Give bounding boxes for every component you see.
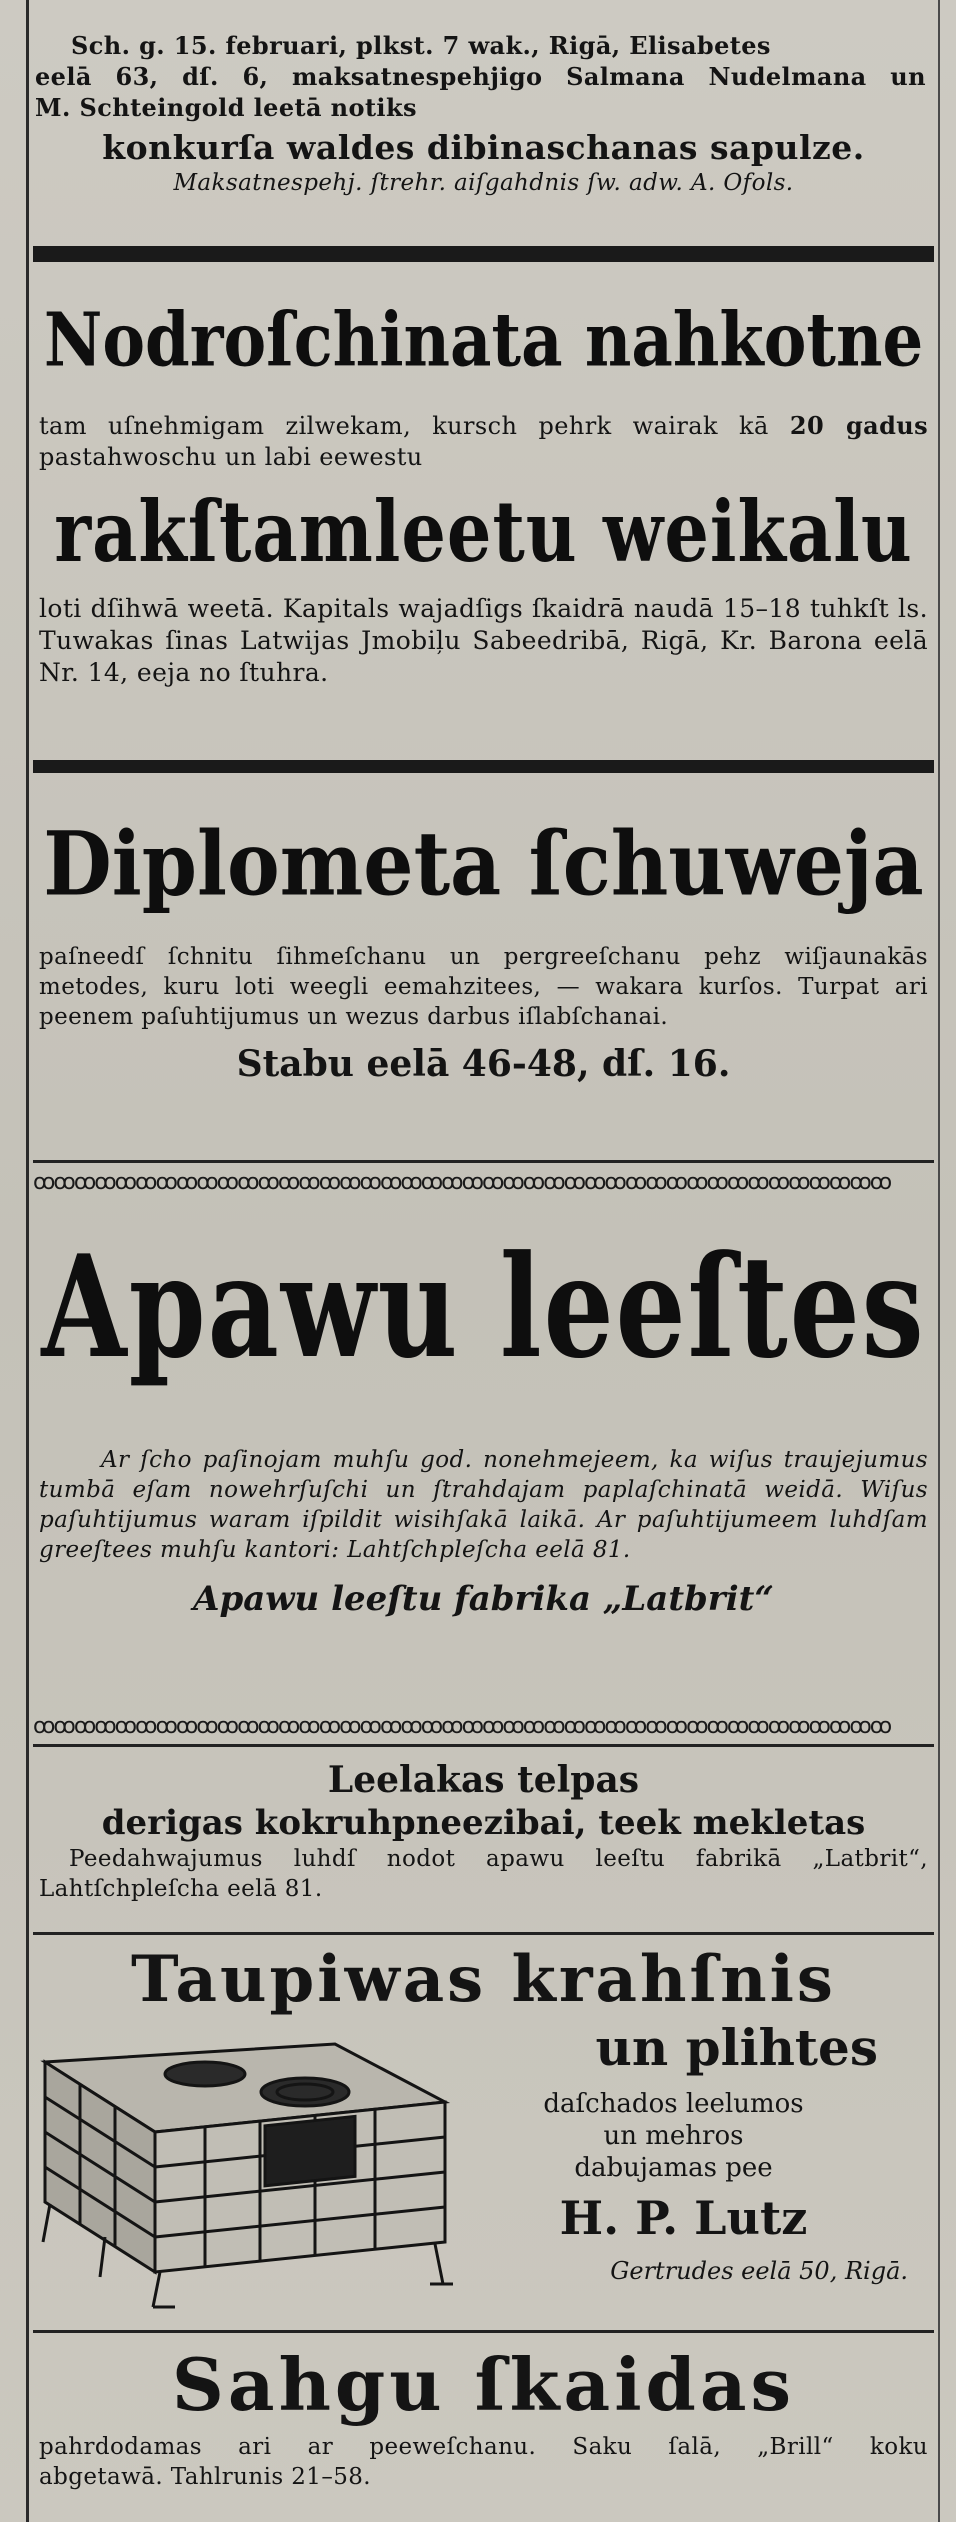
divider (33, 1932, 934, 1935)
ad-premises-heading-2: derigas kokruhpneezibai, teek mekletas (101, 1803, 866, 1843)
ad-shoes-signature: Apawu leeſtu fabrika „Latbrit“ (193, 1579, 774, 1619)
ad-future-line-1 (29, 410, 938, 442)
notice-line-3: M. Schteingold leetā notiks (35, 93, 417, 122)
ad-stoves-details (469, 2088, 878, 2184)
ad-stoves-line-2: un mehros (603, 2121, 744, 2151)
ad-stoves-headline: Taupiwas krahſnis (131, 1942, 836, 2017)
ad-shoes-headline: Apawu leeſtes (41, 1224, 926, 1390)
ad-sawdust-line-1: pahrdodamas ari ar peeweſchanu. Saku ſalā, „Brill“ koku (39, 2434, 928, 2460)
ad-economical-stoves (29, 1938, 938, 2324)
divider (33, 760, 934, 773)
ad-shoes-body: Ar ſcho paſinojam muhſu god. nonehmejeem, ka wiſus traujejumus tumbā eſam nowehrſuſchi un ſtrahdajam paplaſchinatā weidā. Wiſus paſuhtijumus waram iſpildit wisihſakā laikā. Ar paſuhtijumeem luhdſam greeſtees muhſu kantori: Lahtſchpleſcha eelā 81. (39, 1447, 928, 1563)
notice-signature: Maksatnespehj. ſtrehr. aiſgahdnis ſw. adw. A. Ofols. (173, 170, 794, 196)
notice-line-2: eelā 63, dſ. 6, maksatnespehjigo Salmana Nudelmana un (35, 62, 926, 91)
ad-stoves-line-3: dabujamas pee (574, 2153, 773, 2183)
ad-sawdust-line-2: abgetawā. Tahlrunis 21–58. (39, 2464, 372, 2490)
divider (33, 1160, 934, 1163)
ad-stoves-line-1: daſchados leelumos (543, 2089, 804, 2119)
ornamental-border: ꝏꝏꝏꝏꝏꝏꝏꝏꝏꝏꝏꝏꝏꝏꝏꝏꝏꝏꝏꝏꝏꝏꝏꝏꝏꝏꝏꝏꝏꝏꝏꝏꝏꝏꝏꝏꝏꝏꝏꝏꝏꝏ (33, 1716, 891, 1738)
ad-future-body: loti dſihwā weetā. Kapitals wajadſigs ſkaidrā naudā 15–18 tuhkſt ls. Tuwakas ſinas Latwijas Jmobiļu Sabeedribā, Rigā, Kr. Barona eelā Nr. 14, eeja no ſtuhra. (39, 594, 928, 687)
divider (33, 2330, 934, 2333)
ad-future-subheadline: rakſtamleetu weikalu (54, 481, 913, 582)
ad-stoves-subheadline: un plihtes (595, 2018, 878, 2077)
ad-future-line-1-text: tam uſnehmigam zilwekam, kursch pehrk wairak kā (39, 412, 769, 440)
ad-stoves-seller: H. P. Lutz (559, 2191, 808, 2245)
divider (33, 1744, 934, 1747)
notice-line-1: Sch. g. 15. februari, plkst. 7 wak., Rigā, Elisabetes (71, 31, 771, 60)
ad-secured-future (29, 278, 938, 689)
ad-future-headline: Nodroſchinata nahkotne (43, 297, 924, 384)
notice-heading: konkurſa waldes dibinaschanas sapulze. (102, 128, 865, 167)
ad-diploma-tailor (29, 798, 938, 1088)
ad-stoves-address: Gertrudes eelā 50, Rigā. (610, 2257, 908, 2285)
ad-premises-heading-1: Leelakas telpas (327, 1759, 640, 1801)
ad-sawdust-headline: Sahgu ſkaidas (171, 2342, 796, 2427)
ad-tailor-body: paſneedſ ſchnitu ſihmeſchanu un pergreeſchanu pehz wiſjaunakās metodes, kuru loti weegli eemahzitees, — wakara kurſos. Turpat ari peenem paſuhtijumus un wezus darbus iſlabſchanai. (39, 944, 928, 1030)
notice-konkurs (29, 30, 938, 197)
divider (33, 246, 934, 262)
ad-future-years: 20 gadus (789, 411, 929, 440)
ornamental-border: ꝏꝏꝏꝏꝏꝏꝏꝏꝏꝏꝏꝏꝏꝏꝏꝏꝏꝏꝏꝏꝏꝏꝏꝏꝏꝏꝏꝏꝏꝏꝏꝏꝏꝏꝏꝏꝏꝏꝏꝏꝏꝏ (33, 1172, 891, 1194)
ad-tailor-headline: Diplometa ſchuweja (43, 811, 924, 916)
ad-sawdust (29, 2338, 938, 2492)
ad-shoe-lasts (29, 1205, 938, 1623)
ad-larger-premises (29, 1758, 938, 1904)
ads-column (26, 0, 940, 2522)
ad-premises-body: Peedahwajumus luhdſ nodot apawu leeſtu fabrikā „Latbrit“, Lahtſchpleſcha eelā 81. (39, 1846, 928, 1902)
ad-future-line-2: pastahwoschu un labi eewestu (39, 443, 423, 471)
ad-tailor-address: Stabu eelā 46-48, dſ. 16. (236, 1043, 731, 1085)
